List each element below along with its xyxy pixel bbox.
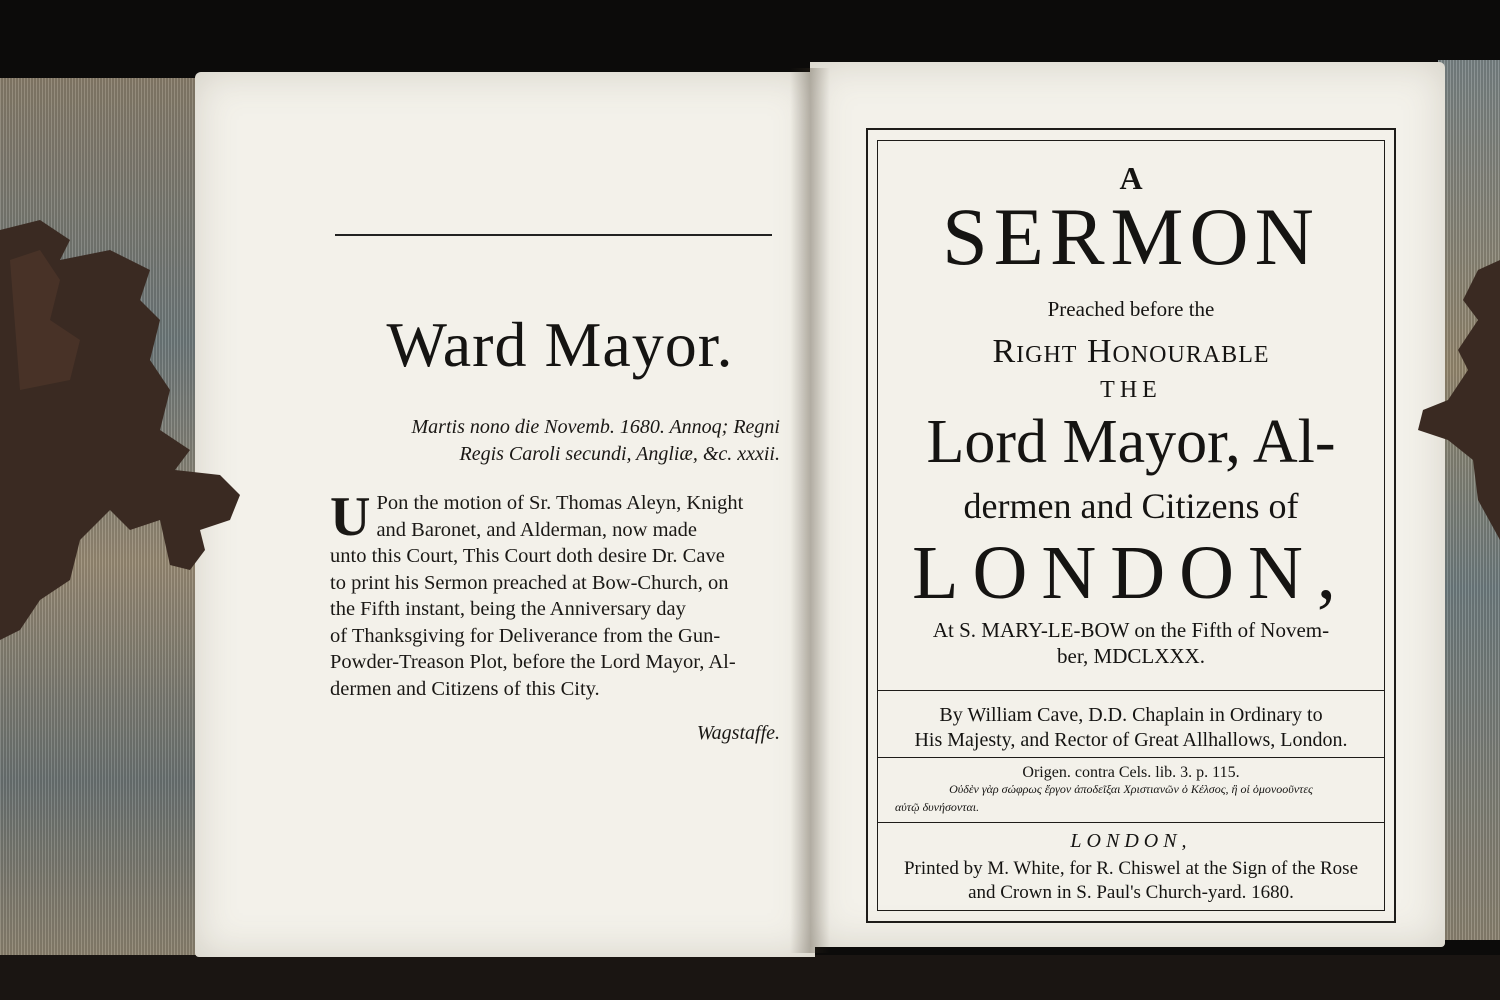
title-lord-mayor: Lord Mayor, Al- <box>926 408 1336 476</box>
epigraph-greek: αὐτῷ δυνήσονται. <box>895 800 980 814</box>
title-author-line: His Majesty, and Rector of Great Allhallows, London. <box>914 729 1348 751</box>
left-page-heading: Ward Mayor. <box>386 309 734 380</box>
signature: Wagstaffe. <box>696 722 780 744</box>
title-rule <box>877 757 1385 758</box>
book-gutter <box>790 68 830 953</box>
title-the: THE <box>1100 377 1162 403</box>
drop-cap: U <box>330 486 371 548</box>
title-rule <box>877 690 1385 691</box>
body-line: Pon the motion of Sr. Thomas Aleyn, Knight <box>376 492 744 514</box>
body-line: Powder-Treason Plot, before the Lord Mayor, Al- <box>330 651 736 673</box>
title-right-honourable: Right Honourable <box>992 333 1270 370</box>
body-line: dermen and Citizens of this City. <box>330 677 600 700</box>
title-at-line: At S. MARY-LE-BOW on the Fifth of Novem- <box>932 618 1330 642</box>
title-at-line: ber, MDCLXXX. <box>1057 644 1205 668</box>
left-page-rule <box>335 234 772 236</box>
epigraph-greek: Οὐδὲν γὰρ σώφρως ἔργον ἀποδεῖξαι Χριστιανῶν ὁ Κέλσος, ἢ οἱ ὁμονοοῦντες <box>949 782 1313 796</box>
body-line: of Thanksgiving for Deliverance from the Gun- <box>330 624 721 647</box>
title-rule <box>877 822 1385 823</box>
book-cover <box>0 955 1500 1000</box>
title-preached: Preached before the <box>1047 297 1215 321</box>
body-line: to print his Sermon preached at Bow-Church, on <box>330 571 729 594</box>
body-line: the Fifth instant, being the Anniversary day <box>330 598 686 620</box>
imprint-city: LONDON, <box>1070 830 1192 852</box>
imprint-line: and Crown in S. Paul's Church-yard. 1680. <box>968 882 1294 903</box>
date-line: Regis Caroli secundi, Angliæ, &c. xxxii. <box>459 443 780 465</box>
epigraph-source: Origen. contra Cels. lib. 3. p. 115. <box>1022 764 1240 781</box>
imprint-line: Printed by M. White, for R. Chiswel at the Sign of the Rose <box>903 858 1359 879</box>
left-clasp-icon <box>0 220 245 640</box>
title-article: A <box>1119 160 1143 196</box>
left-page-order-text <box>330 486 778 702</box>
date-line: Martis nono die Novemb. 1680. Annoq; Regni <box>411 416 780 438</box>
right-clasp-icon <box>1418 260 1500 550</box>
left-page-date <box>390 414 780 468</box>
body-line: and Baronet, and Alderman, now made <box>376 518 697 541</box>
title-london: LONDON, <box>912 531 1350 615</box>
title-author-line: By William Cave, D.D. Chaplain in Ordinary to <box>939 704 1323 726</box>
title-sermon: SERMON <box>942 191 1320 282</box>
body-line: unto this Court, This Court doth desire Dr. Cave <box>330 545 725 567</box>
title-aldermen: dermen and Citizens of <box>963 486 1299 526</box>
